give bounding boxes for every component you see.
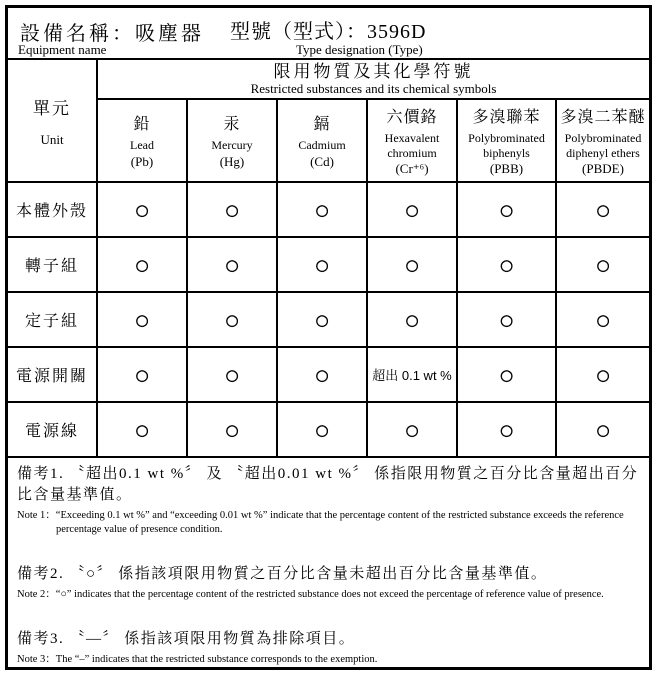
column-header-pbb <box>457 99 556 182</box>
status-cell: ○ <box>187 292 277 347</box>
unit-header-cell <box>8 60 97 182</box>
type-designation-en-label: Type designation (Type) <box>296 42 423 57</box>
status-cell: ○ <box>457 347 556 402</box>
equipment-name-en-label: Equipment name <box>18 42 107 57</box>
table-row-stator <box>8 292 649 347</box>
column-zh: 鎘 <box>313 116 331 134</box>
status-cell: ○ <box>556 237 649 292</box>
status-cell: ○ <box>187 402 277 457</box>
note-3-zh: 備考3. 〝—〞 係指該項限用物質為排除項目。 <box>17 630 356 647</box>
status-cell: ○ <box>367 402 457 457</box>
status-cell: ○ <box>457 182 556 237</box>
status-cell: ○ <box>277 292 367 347</box>
column-zh: 汞 <box>223 116 241 134</box>
status-cell: ○ <box>556 347 649 402</box>
note-3-en: Note 3：The “–” indicates that the restricted substance corresponds to the exemption. <box>17 653 378 665</box>
note-2 <box>17 564 639 602</box>
status-cell: ○ <box>277 402 367 457</box>
table-header-row-1 <box>8 60 649 99</box>
column-en: Cadmium <box>298 138 346 153</box>
status-cell: ○ <box>97 402 187 457</box>
status-cell: ○ <box>187 237 277 292</box>
column-en: Mercury <box>211 138 253 153</box>
status-cell: ○ <box>556 402 649 457</box>
component-name-cell: 定子組 <box>8 292 97 347</box>
status-cell: ○ <box>277 182 367 237</box>
status-cell: ○ <box>97 292 187 347</box>
status-cell: ○ <box>457 402 556 457</box>
column-header-cadmium <box>277 99 367 182</box>
table-header-row-2 <box>8 99 649 182</box>
column-symbol: (Pb) <box>130 153 154 169</box>
note-1 <box>17 464 639 537</box>
equipment-name-label: 設備名稱：吸塵器 <box>20 23 204 45</box>
status-cell: ○ <box>367 237 457 292</box>
status-cell: ○ <box>367 182 457 237</box>
column-en: Lead <box>130 138 154 153</box>
table-row-rotor <box>8 237 649 292</box>
status-cell: ○ <box>457 237 556 292</box>
status-cell: ○ <box>367 292 457 347</box>
column-en: Polybrominated diphenyl ethers <box>564 131 642 160</box>
table-row-body-shell <box>8 182 649 237</box>
status-cell: ○ <box>187 347 277 402</box>
exceed-status-cell: 超出 0.1 wt % <box>367 347 457 402</box>
status-cell: ○ <box>277 237 367 292</box>
status-cell: ○ <box>457 292 556 347</box>
status-cell: ○ <box>97 237 187 292</box>
column-symbol: (Cd) <box>310 153 334 169</box>
column-en: Polybrominated biphenyls <box>468 131 545 160</box>
component-name-cell: 電源線 <box>8 402 97 457</box>
component-name-cell: 本體外殼 <box>8 182 97 237</box>
unit-header-zh: 單元 <box>33 98 71 118</box>
status-cell: ○ <box>97 347 187 402</box>
column-symbol: (PBDE) <box>582 160 624 176</box>
component-name-cell: 轉子組 <box>8 237 97 292</box>
status-cell: ○ <box>277 347 367 402</box>
component-name-cell: 電源開關 <box>8 347 97 402</box>
status-cell: ○ <box>556 182 649 237</box>
restricted-header-en: Restricted substances and its chemical symbols <box>250 81 497 97</box>
column-symbol: (Cr⁺⁶) <box>395 160 429 176</box>
column-symbol: (PBB) <box>489 160 524 176</box>
table-row-power-switch <box>8 347 649 402</box>
restricted-header-zh: 限用物質及其化學符號 <box>273 61 474 81</box>
column-header-hexavalent-chromium <box>367 99 457 182</box>
restricted-substances-header <box>97 60 649 99</box>
column-header-mercury <box>187 99 277 182</box>
notes-section <box>8 458 649 666</box>
column-header-lead <box>97 99 187 182</box>
column-en: Hexavalent chromium <box>384 131 440 160</box>
column-zh: 鉛 <box>133 116 151 134</box>
unit-header-en: Unit <box>40 131 64 147</box>
status-cell: ○ <box>97 182 187 237</box>
title-block <box>8 8 649 60</box>
restricted-substances-table <box>8 60 649 458</box>
note-1-en: Note 1：“Exceeding 0.1 wt %” and “exceeding 0.01 wt %” indicate that the percentage content of the restricted substance exceeds the reference percentage value of presence condition. <box>17 510 624 535</box>
column-zh: 多溴聯苯 <box>472 109 541 127</box>
note-2-en: Note 2：“○” indicates that the percentage content of the restricted substance does not exceed the percentage of reference value of presence. <box>17 588 604 600</box>
column-zh: 多溴二苯醚 <box>560 109 646 127</box>
note-1-zh: 備考1. 〝超出0.1 wt %〞 及 〝超出0.01 wt %〞 係指限用物質之百分比含量超出百分比含量基準值。 <box>17 466 639 503</box>
declaration-table-frame <box>5 5 652 670</box>
column-symbol: (Hg) <box>219 153 245 169</box>
table-row-power-cord <box>8 402 649 457</box>
note-2-zh: 備考2. 〝○〞 係指該項限用物質之百分比含量未超出百分比含量基準值。 <box>17 565 548 582</box>
column-header-pbde <box>556 99 649 182</box>
column-zh: 六價鉻 <box>386 109 438 127</box>
status-cell: ○ <box>187 182 277 237</box>
type-designation-label: 型號（型式）：3596D <box>230 21 427 43</box>
note-3 <box>17 629 639 667</box>
status-cell: ○ <box>556 292 649 347</box>
